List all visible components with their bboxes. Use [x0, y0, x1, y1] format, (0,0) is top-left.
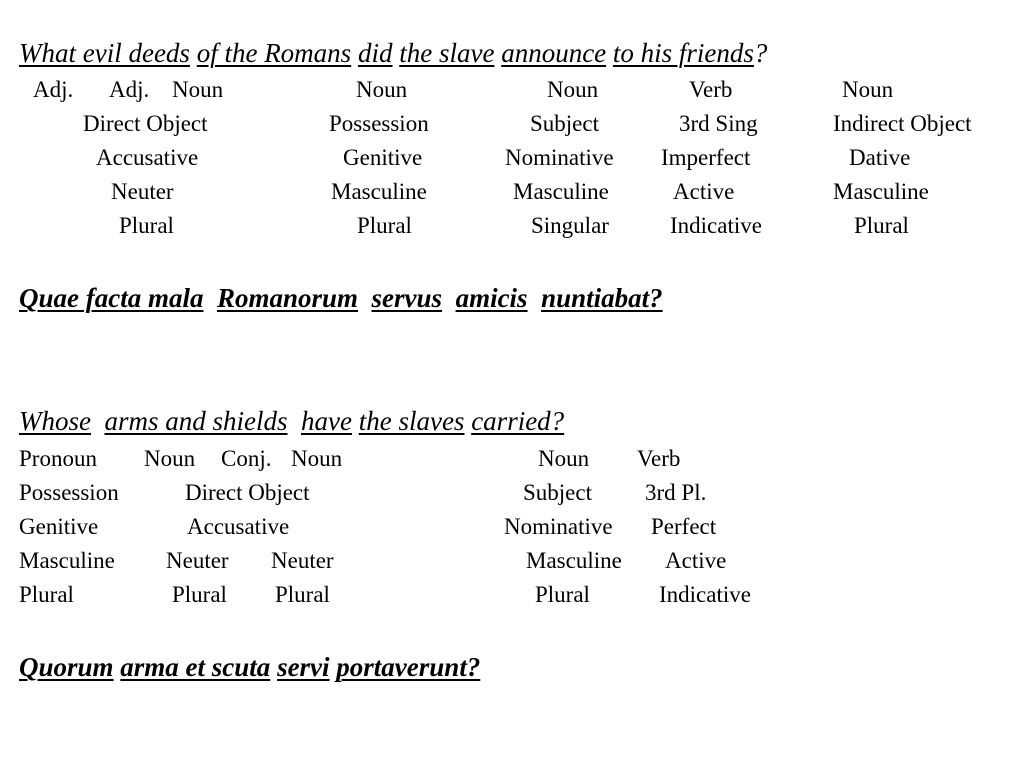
grammar-cell: Neuter: [271, 548, 334, 573]
latin-phrase: servus: [371, 283, 443, 313]
english-phrase: Whose: [19, 406, 91, 436]
grammar-cell: Plural: [19, 582, 74, 607]
grammar-cell: Adj.: [109, 77, 150, 102]
grammar-cell: Adj.: [33, 77, 74, 102]
english-sentence-1: [19, 37, 767, 69]
grammar-cell: Neuter: [166, 548, 229, 573]
latin-sentence-1: [19, 282, 663, 314]
grammar-cell: Noun: [144, 446, 196, 471]
grammar-cell: Noun: [547, 77, 599, 102]
grammar-cell: Masculine: [833, 179, 929, 204]
grammar-cell: Dative: [849, 145, 911, 170]
grammar-cell: Plural: [119, 213, 174, 238]
english-phrase: arms and shields: [104, 406, 288, 436]
english-phrase: the slaves: [358, 406, 465, 436]
english-phrase: did: [357, 38, 393, 68]
latin-phrase: nuntiabat?: [541, 283, 663, 313]
grammar-cell: Subject: [523, 480, 592, 505]
grammar-cell: Possession: [19, 480, 119, 505]
grammar-cell: Imperfect: [661, 145, 751, 170]
english-phrase: announce: [501, 38, 607, 68]
grammar-cell: Masculine: [19, 548, 115, 573]
grammar-cell: Singular: [531, 213, 609, 238]
grammar-cell: Direct Object: [83, 111, 208, 136]
grammar-cell: Plural: [172, 582, 227, 607]
english-phrase: of the Romans: [196, 38, 352, 68]
grammar-cell: Noun: [291, 446, 343, 471]
english-phrase: to his friends: [612, 38, 754, 68]
grammar-cell: Subject: [530, 111, 599, 136]
grammar-cell: Genitive: [343, 145, 423, 170]
grammar-cell: Noun: [172, 77, 224, 102]
grammar-cell: Indirect Object: [833, 111, 972, 136]
grammar-cell: Genitive: [19, 514, 99, 539]
grammar-cell: Noun: [356, 77, 408, 102]
grammar-cell: Verb: [689, 77, 733, 102]
latin-phrase: Romanorum: [216, 283, 359, 313]
grammar-cell: Masculine: [513, 179, 609, 204]
question-mark: ?: [753, 38, 768, 68]
latin-phrase: Quorum: [19, 652, 114, 682]
latin-phrase: servi: [277, 652, 330, 682]
english-phrase: carried?: [471, 406, 565, 436]
grammar-cell: Masculine: [331, 179, 427, 204]
latin-phrase: portaverunt?: [336, 652, 481, 682]
grammar-cell: Active: [673, 179, 735, 204]
grammar-cell: Nominative: [504, 514, 613, 539]
grammar-cell: Noun: [538, 446, 590, 471]
english-phrase: the slave: [399, 38, 495, 68]
grammar-cell: Plural: [357, 213, 412, 238]
grammar-cell: Direct Object: [185, 480, 310, 505]
grammar-cell: Possession: [329, 111, 429, 136]
grammar-cell: Conj.: [221, 446, 272, 471]
grammar-cell: Accusative: [96, 145, 199, 170]
english-sentence-2: [19, 405, 564, 437]
grammar-cell: 3rd Sing: [679, 111, 758, 136]
latin-phrase: arma et scuta: [120, 652, 271, 682]
grammar-cell: Active: [665, 548, 727, 573]
grammar-cell: Perfect: [651, 514, 717, 539]
latin-phrase: amicis: [455, 283, 528, 313]
grammar-cell: 3rd Pl.: [645, 480, 707, 505]
grammar-cell: Neuter: [111, 179, 174, 204]
grammar-cell: Accusative: [187, 514, 290, 539]
grammar-cell: Nominative: [505, 145, 614, 170]
grammar-cell: Plural: [535, 582, 590, 607]
grammar-cell: Masculine: [526, 548, 622, 573]
english-phrase: What evil deeds: [19, 38, 190, 68]
latin-sentence-2: [19, 651, 480, 683]
latin-phrase: Quae facta mala: [19, 283, 204, 313]
grammar-cell: Pronoun: [19, 446, 97, 471]
grammar-cell: Plural: [275, 582, 330, 607]
grammar-cell: Indicative: [670, 213, 762, 238]
english-phrase: have: [301, 406, 352, 436]
grammar-cell: Indicative: [659, 582, 751, 607]
grammar-cell: Plural: [854, 213, 909, 238]
grammar-cell: Noun: [842, 77, 894, 102]
grammar-cell: Verb: [637, 446, 681, 471]
